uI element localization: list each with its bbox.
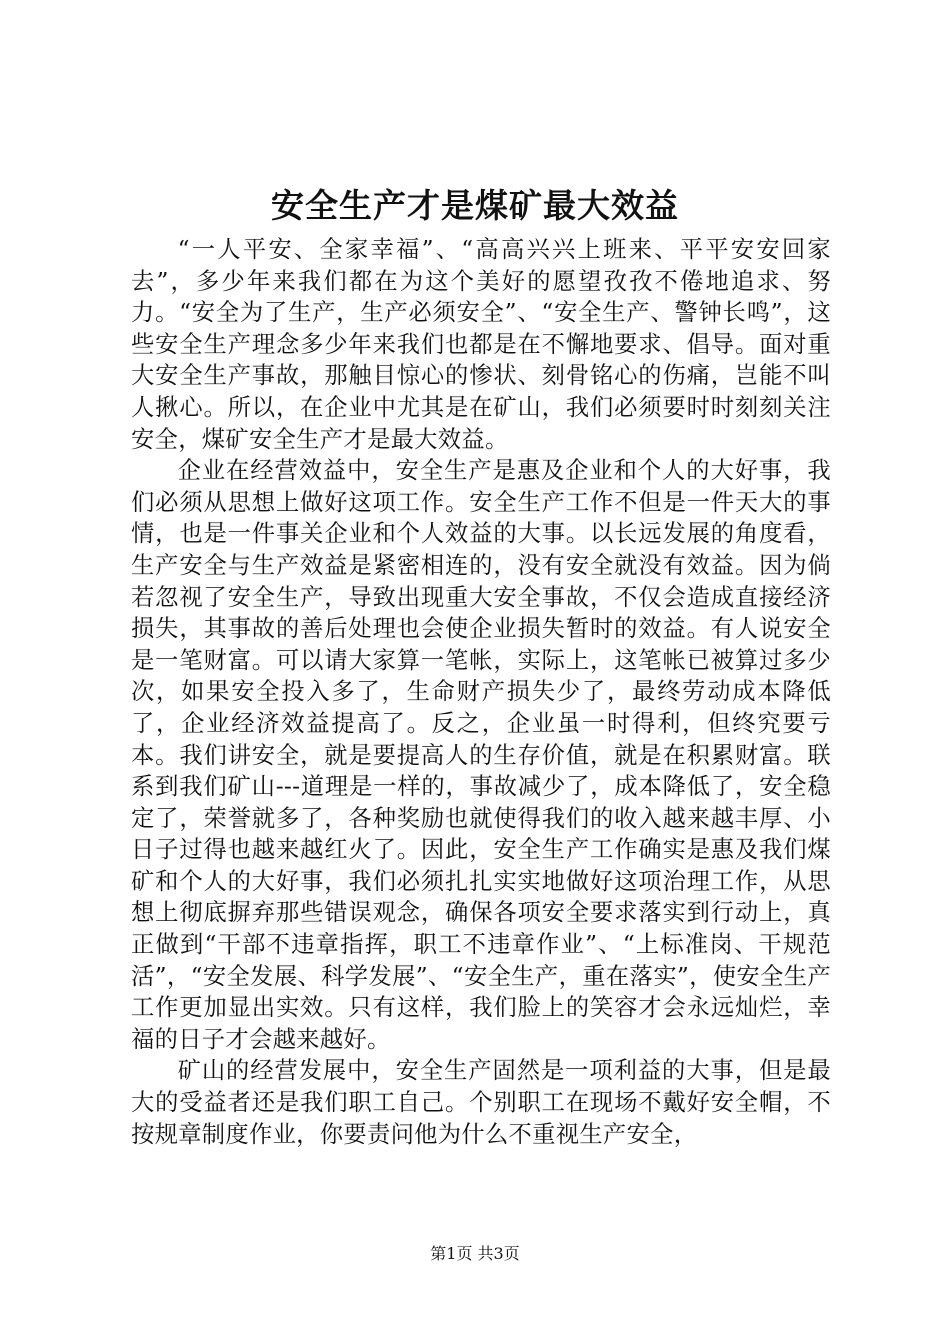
paragraph-2: 企业在经营效益中，安全生产是惠及企业和个人的大好事，我们必须从思想上做好这项工作。安全生产工作不但是一件天大的事情，也是一件事关企业和个人效益的大事。以长远发展的角度看，生产安全与生产效益是紧密相连的，没有安全就没有效益。因为倘若忽视了安全生产，导致出现重大安全事故，不仅会造成直接经济损失，其事故的善后处理也会使企业损失暂时的效益。有人说安全是一笔财富。可以请大家算一笔帐，实际上，这笔帐已被算过多少次，如果安全投入多了，生命财产损失少了，最终劳动成本降低了，企业经济效益提高了。反之，企业虽一时得利，但终究要亏本。我们讲安全，就是要提高人的生存价值，就是在积累财富。联系到我们矿山---道理是一样的，事故减少了，成本降低了，安全稳定了，荣誉就多了，各种奖励也就使得我们的收入越来越丰厚、小日子过得也越来越红火了。因此，安全生产工作确实是惠及我们煤矿和个人的大好事，我们必须扎扎实实地做好这项治理工作，从思想上彻底摒弃那些错误观念，确保各项安全要求落实到行动上，真正做到“干部不违章指挥，职工不违章作业”、“上标准岗、干规范活”，“安全发展、科学发展”、“安全生产，重在落实”，使安全生产工作更加显出实效。只有这样，我们脸上的笑容才会永远灿烂，幸福的日子才会越来越好。 <box>131 457 831 1053</box>
paragraph-1: “一人平安、全家幸福”、“高高兴兴上班来、平平安安回家去”，多少年来我们都在为这个美好的愿望孜孜不倦地追求、努力。“安全为了生产，生产必须安全”、“安全生产、警钟长鸣”，这些安全生产理念多少年来我们也都是在不懈地要求、倡导。面对重大安全生产事故，那触目惊心的惨状、刻骨铭心的伤痛，岂能不叫人揪心。所以，在企业中尤其是在矿山，我们必须要时时刻刻关注安全，煤矿安全生产才是最大效益。 <box>131 236 831 453</box>
document-body <box>131 234 831 1150</box>
page-number-footer: 第1页 共3页 <box>430 1244 520 1263</box>
page-title: 安全生产才是煤矿最大效益 <box>271 186 679 225</box>
paragraph-3: 矿山的经营发展中，安全生产固然是一项利益的大事，但是最大的受益者还是我们职工自己。个别职工在现场不戴好安全帽，不按规章制度作业，你要责问他为什么不重视生产安全， <box>131 1057 831 1148</box>
